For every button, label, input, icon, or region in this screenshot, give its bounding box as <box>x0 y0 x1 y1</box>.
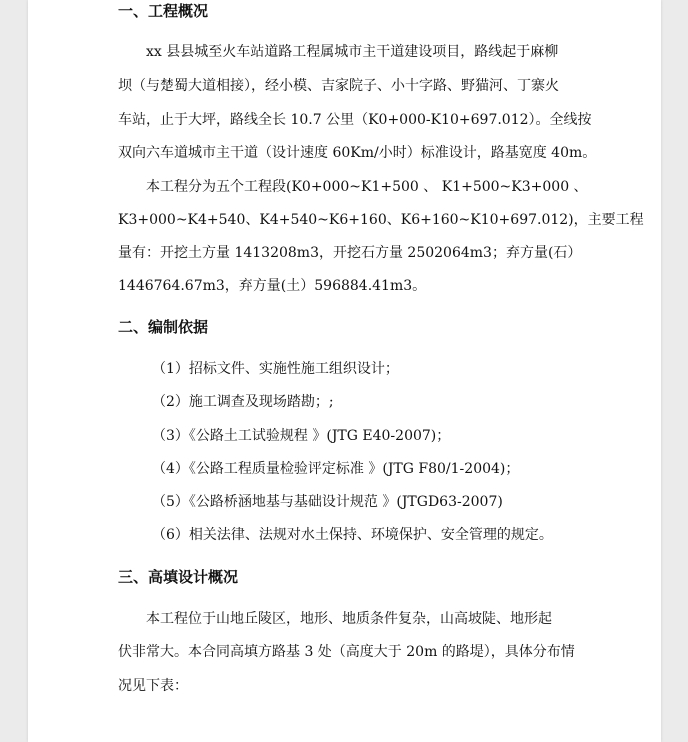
basis-list-item: （3）《公路土工试验规程 》(JTG E40-2007)； <box>152 428 451 444</box>
section-1-para1-line: 车站，止于大坪，路线全长 10.7 公里（K0+000-K10+697.012）。全线按 <box>118 112 592 128</box>
document-page <box>28 0 661 742</box>
section-2-heading: 二、编制依据 <box>118 318 209 336</box>
section-3-para-line: 伏非常大。本合同高填方路基 3 处（高度大于 20m 的路堤），具体分布情 <box>118 644 575 660</box>
section-1-para2-line: 本工程分为五个工程段(K0+000~K1+500 、 K1+500~K3+000 、 <box>146 179 588 195</box>
basis-list-item: （4）《公路工程质量检验评定标准 》(JTG F80/1-2004)； <box>152 461 520 477</box>
section-1-para1-line: xx 县县城至火车站道路工程属城市主干道建设项目，路线起于麻柳 <box>146 44 559 60</box>
basis-list-item: （5）《公路桥涵地基与基础设计规范 》(JTGD63-2007) <box>152 494 503 510</box>
section-3-para-line: 况见下表： <box>118 678 188 694</box>
section-1-para1-line: 坝（与楚蜀大道相接），经小模、吉家院子、小十字路、野猫河、丁寨火 <box>118 78 559 94</box>
section-1-para1-line: 双向六车道城市主干道（设计速度 60Km/小时）标准设计，路基宽度 40m。 <box>118 145 597 161</box>
basis-list-item: （6）相关法律、法规对水土保持、环境保护、安全管理的规定。 <box>152 527 553 543</box>
section-1-para2-line: 1446764.67m3，弃方量(土）596884.41m3。 <box>118 278 427 294</box>
section-1-para2-line: K3+000~K4+540、K4+540~K6+160、K6+160~K10+697.012)，主要工程 <box>118 212 644 228</box>
section-1-heading: 一、工程概况 <box>118 2 209 20</box>
section-1-para2-line: 量有：开挖土方量 1413208m3，开挖石方量 2502064m3；弃方量(石） <box>118 245 582 261</box>
basis-list-item: （1）招标文件、实施性施工组织设计； <box>152 361 399 377</box>
section-3-heading: 三、高填设计概况 <box>118 568 239 586</box>
section-3-para-line: 本工程位于山地丘陵区，地形、地质条件复杂，山高坡陡、地形起 <box>146 611 552 627</box>
basis-list-item: （2）施工调查及现场踏勘；; <box>152 394 334 410</box>
